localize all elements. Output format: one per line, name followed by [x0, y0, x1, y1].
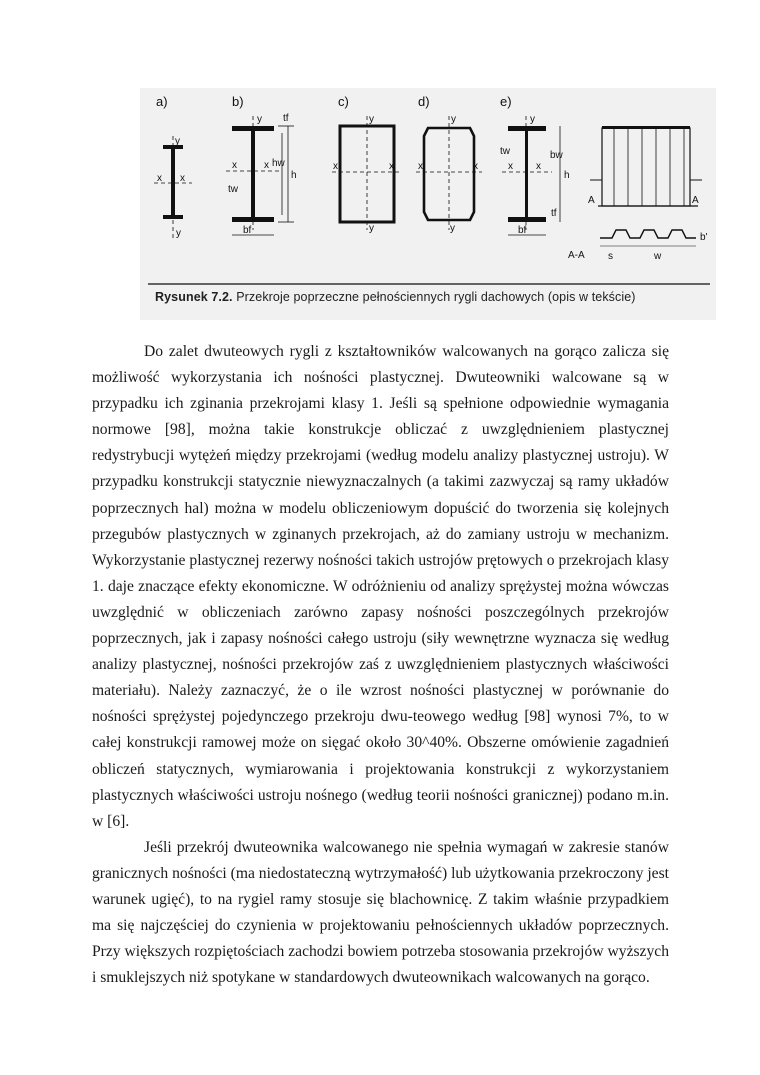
svg-text:tf: tf	[551, 208, 557, 219]
svg-text:y: y	[450, 223, 455, 234]
caption-number: Rysunek 7.2.	[155, 290, 233, 304]
section-mark-left: A	[588, 195, 595, 206]
svg-text:bw: bw	[550, 150, 563, 161]
svg-text:hw: hw	[272, 158, 285, 169]
svg-text:tf: tf	[283, 113, 289, 124]
svg-text:y: y	[257, 114, 262, 125]
section-mark-right: A	[692, 195, 699, 206]
svg-text:x: x	[180, 173, 185, 184]
svg-text:x: x	[418, 161, 423, 172]
svg-text:x: x	[264, 160, 269, 171]
svg-text:x: x	[232, 160, 237, 171]
paragraph-2: Jeśli przekrój dwuteownika walcowanego nie spełnia wymagań w zakresie stanów granicznych nośności (ma niedostateczną wytrzymałość) lub użytkowania przekroczony jest warunek ugięć), to na rygiel ramy stosuje się blachownicę. Z takim właśnie przypadkiem ma się najczęściej do czynienia w projektowaniu pełnościennych układów poprzecznych. Przy większych rozpiętościach zachodzi bowiem potrzeba stosowania przekrojów wyższych i smuklejszych niż spotykane w standardowych dwuteownikach walcowanych na gorąco.	[92, 838, 669, 987]
svg-text:bf: bf	[243, 225, 252, 236]
panel-label-d: d)	[418, 94, 430, 109]
caption-text: Przekroje poprzeczne pełnościennych rygli dachowych (opis w tekście)	[236, 290, 636, 304]
figure-7-2	[140, 88, 716, 320]
svg-text:w: w	[654, 251, 662, 262]
svg-text:x: x	[333, 161, 338, 172]
svg-text:y: y	[175, 136, 180, 147]
svg-text:x: x	[508, 161, 513, 172]
svg-text:x: x	[473, 161, 478, 172]
figure-caption	[155, 290, 636, 304]
panel-label-e: e)	[500, 94, 512, 109]
svg-text:y: y	[176, 228, 181, 239]
svg-text:y: y	[530, 114, 535, 125]
svg-text:h: h	[564, 170, 570, 181]
svg-text:x: x	[389, 161, 394, 172]
svg-text:bf: bf	[518, 225, 527, 236]
svg-text:y: y	[451, 114, 456, 125]
panel-label-b: b)	[232, 94, 244, 109]
svg-text:tw: tw	[500, 146, 510, 157]
section-aa-label: A-A	[568, 250, 585, 261]
cross-section-drawing	[140, 88, 716, 320]
svg-text:b': b'	[700, 232, 708, 243]
svg-text:h: h	[291, 170, 297, 181]
svg-text:s: s	[608, 251, 613, 262]
svg-text:y: y	[369, 223, 374, 234]
figure-background	[140, 88, 716, 320]
svg-text:tw: tw	[228, 184, 238, 195]
paragraph-1: Do zalet dwuteowych rygli z kształtowników walcowanych na gorąco zalicza się możliwość wykorzystania ich nośności plastycznej. Dwuteowniki walcowane są w przypadku ich zginania przekrojami klasy 1. Jeśli są spełnione odpowiednie wymagania normowe [98], można takie konstrukcje obliczać z uwzględnieniem plastycznej redystrybucji wytężeń między przekrojami (według modelu analizy plastycznej ustroju). W przypadku konstrukcji statycznie niewyznaczalnych (a takimi zazwyczaj są ramy układów poprzecznych hal) można w modelu obliczeniowym dopuścić do tworzenia się kolejnych przegubów plastycznych w zginanych przekrojach, aż do zamiany ustroju w mechanizm. Wykorzystanie plastycznej rezerwy nośności takich ustrojów prętowych o przekrojach klasy 1. daje znaczące efekty ekonomiczne. W odróżnieniu od analizy sprężystej można wówczas uwzględnić w obliczeniach zarówno zapasy nośności poszczególnych przekrojów poprzecznych, jak i zapasy nośności całego ustroju (siły wewnętrzne wyznacza się według analizy plastycznej, nośności przekrojów zaś z uwzględnieniem plastycznych właściwości materiału). Należy zaznaczyć, że o ile wzrost nośności plastycznej w porównanie do nośności sprężystej pojedynczego przekroju dwu-teowego według [98] wynosi 7%, to w całej konstrukcji ramowej może on sięgać około 30^40%. Obszerne omówienie zagadnień obliczeń statycznych, wymiarowania i projektowania konstrukcji z wykorzystaniem plastycznych właściwości ustroju nośnego (według teorii nośności granicznej) podano m.in. w [6].	[92, 343, 669, 830]
svg-text:y: y	[369, 114, 374, 125]
svg-text:x: x	[157, 173, 162, 184]
panel-label-a: a)	[156, 94, 168, 109]
panel-label-c: c)	[338, 94, 349, 109]
svg-text:x: x	[536, 161, 541, 172]
body-text	[92, 339, 669, 991]
